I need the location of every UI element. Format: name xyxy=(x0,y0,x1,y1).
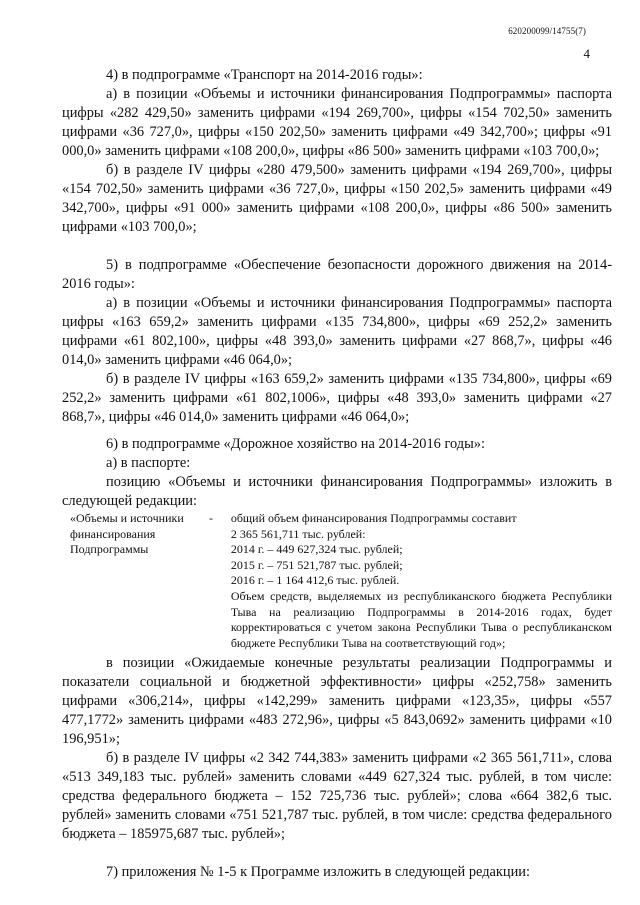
section-6-results: в позиции «Ожидаемые конечные результаты реализации Подпрограммы и показатели социальной и бюджетной эффективности» цифры «252,758» заменить цифрами «306,214», цифры «142,299» заменить цифрами «123,35», цифры «557 477,1772» заменить цифрами «483 272,96», цифры «5 843,0692» заменить цифрами «10 196,951»; xyxy=(62,655,612,748)
document-id: 620200099/14755(7) xyxy=(508,26,586,36)
section-5-item-a: а) в позиции «Объемы и источники финансирования Подпрограммы» паспорта цифры «163 659,2» заменить цифрами «135 734,800», цифры «69 252,2» заменить цифрами «61 802,100», цифры «48 393,0» заменить цифрами «27 868,7», цифры «46 014,0» заменить цифрами «46 064,0»; xyxy=(62,295,612,368)
funding-table-label: «Объемы и источники финансирования Подпрограммы xyxy=(70,511,184,557)
section-6-item-a: а) в паспорте: xyxy=(106,455,191,471)
funding-table-dash: - xyxy=(208,511,213,525)
section-4-item-b: б) в разделе IV цифры «280 479,500» заменить цифрами «194 269,700», цифры «154 702,50» заменить цифрами «36 727,0», цифры «150 202,5» заменить цифрами «49 342,700», цифры «91 000» заменить цифрами «108 200,0», цифры «86 500» заменить цифрами «103 700,0»; xyxy=(62,162,612,235)
section-4-title: 4) в подпрограмме «Транспорт на 2014-2016 годы»: xyxy=(106,67,423,83)
funding-line: 2016 г. – 1 164 412,6 тыс. рублей. xyxy=(230,573,400,588)
section-7: 7) приложения № 1-5 к Программе изложить в следующей редакции: xyxy=(106,864,531,881)
section-6-item-b: б) в разделе IV цифры «2 342 744,383» заменить цифрами «2 365 561,711», слова «513 349,183 тыс. рублей» заменить словами «449 627,324 тыс. рублей, в том числе: средства федерального бюджета – 152 725,736 тыс. рублей»; слова «664 382,6 тыс. рублей» заменить словами «751 521,787 тыс. рублей, в том числе: средства федерального бюджета – 185975,687 тыс. рублей»; xyxy=(62,750,612,843)
section-4-item-a: а) в позиции «Объемы и источники финансирования Подпрограммы» паспорта цифры «282 429,50» заменить цифрами «194 269,700», цифры «154 702,50» заменить цифрами «36 727,0», цифры «150 202,50» заменить цифрами «49 342,700»; цифры «91 000,0» заменить цифрами «108 200,0», цифры «86 500» заменить цифрами «103 700,0»; xyxy=(62,86,612,159)
funding-line: общий объем финансирования Подпрограммы составит xyxy=(230,511,517,525)
funding-line: 2015 г. – 751 521,787 тыс. рублей; xyxy=(230,557,403,572)
section-6-title: 6) в подпрограмме «Дорожное хозяйство на 2014-2016 годы»: xyxy=(106,436,485,452)
section-6-position: позицию «Объемы и источники финансирования Подпрограммы» изложить в следующей редакции: xyxy=(62,474,612,509)
section-5-title: 5) в подпрограмме «Обеспечение безопасности дорожного движения на 2014-2016 годы»: xyxy=(62,257,612,292)
funding-line: 2 365 561,711 тыс. рублей: xyxy=(230,526,366,541)
funding-table-values xyxy=(231,511,612,651)
funding-table xyxy=(62,511,612,651)
page-number: 4 xyxy=(583,46,590,61)
funding-line: 2014 г. – 449 627,324 тыс. рублей; xyxy=(230,542,403,557)
section-5-item-b: б) в разделе IV цифры «163 659,2» заменить цифрами «135 734,800», цифры «69 252,2» заменить цифрами «61 802,1006», цифры «48 393,0» заменить цифрами «27 868,7», цифры «46 014,0» заменить цифрами «46 064,0»; xyxy=(62,371,612,425)
document-body xyxy=(62,66,612,882)
funding-note: Объем средств, выделяемых из республиканского бюджета Республики Тыва на реализацию Подпрограммы в 2014-2016 годах, будет корректироваться с учетом закона Республики Тыва о республиканском бюджете Республики Тыва на соответствующий год»; xyxy=(230,588,612,650)
